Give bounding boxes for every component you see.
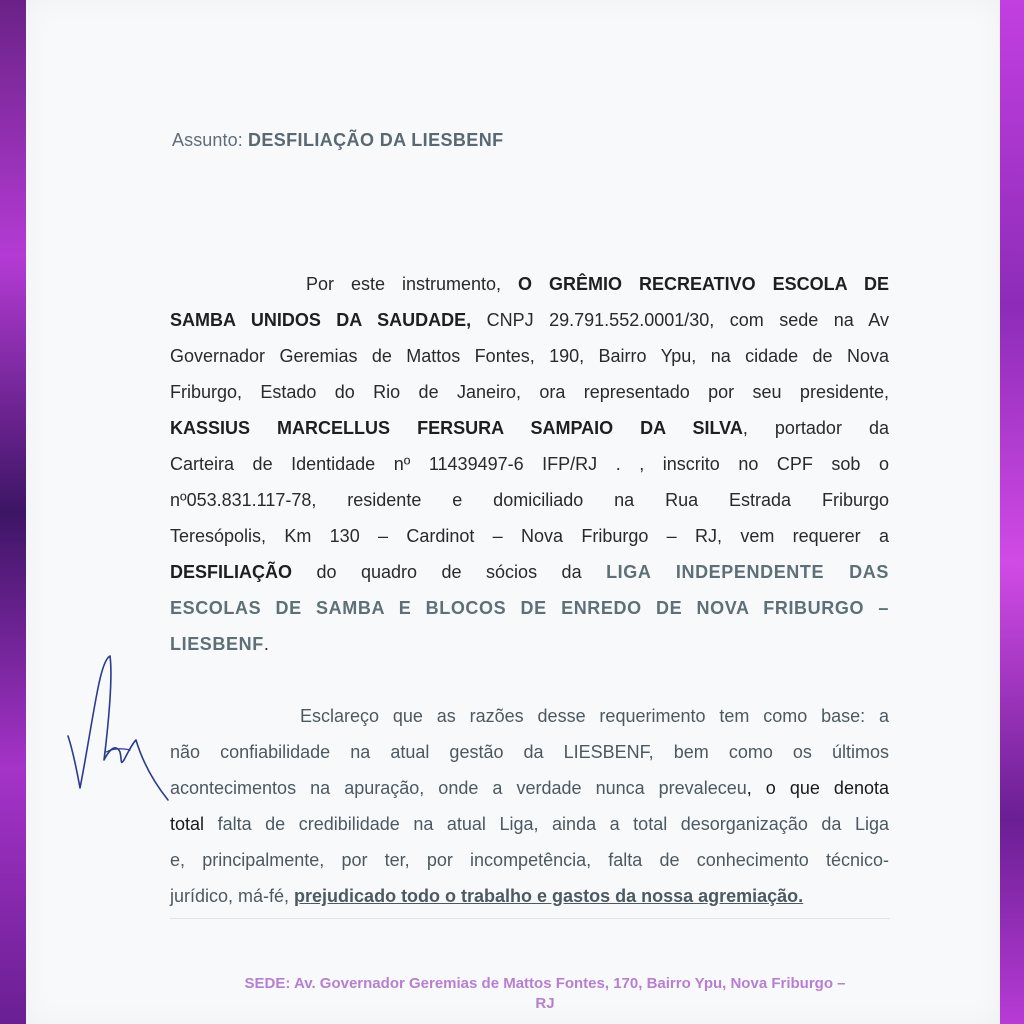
text-run: acontecimentos na apuração, onde a verdade nunca prevaleceu — [170, 778, 747, 798]
text-run: Por este instrumento, — [306, 274, 519, 294]
paragraph-line: ESCOLAS DE SAMBA E BLOCOS DE ENREDO DE NOVA FRIBURGO – — [170, 598, 889, 618]
president-name: KASSIUS MARCELLUS FERSURA SAMPAIO DA SILVA — [170, 418, 743, 438]
paragraph-line: Carteira de Identidade nº 11439497-6 IFP/RJ . , inscrito no CPF sob o — [170, 454, 889, 474]
paragraph-line — [170, 770, 889, 806]
paragraph-line — [170, 878, 889, 914]
text-run-dark: , o que denota — [746, 778, 889, 798]
footer-line: SEDE: Av. Governador Geremias de Mattos Fontes, 170, Bairro Ypu, Nova Friburgo – — [244, 975, 846, 992]
text-run: , portador da — [742, 418, 889, 438]
paragraph-line: Friburgo, Estado do Rio de Janeiro, ora representado por seu presidente, — [170, 382, 889, 402]
paragraph-line: Esclareço que as razões desse requerimento tem como base: a — [300, 706, 889, 726]
league-acronym: LIESBENF — [170, 634, 264, 654]
paragraph-line — [170, 410, 889, 446]
text-run: do quadro de sócios da — [292, 562, 607, 582]
text-run: jurídico, má-fé, — [170, 886, 295, 906]
paragraph-line — [170, 554, 889, 590]
paragraph-line: nº053.831.117-78, residente e domiciliado na Rua Estrada Friburgo — [170, 490, 889, 510]
right-background-edge — [1000, 0, 1024, 1024]
paragraph-line: Governador Geremias de Mattos Fontes, 190, Bairro Ypu, na cidade de Nova — [170, 346, 889, 366]
paragraph-line: não confiabilidade na atual gestão da LIESBENF, bem como os últimos — [170, 742, 889, 762]
paragraph-request — [170, 266, 889, 662]
footer-address — [170, 974, 920, 1014]
league-name: LIGA INDEPENDENTE DAS — [606, 562, 889, 582]
organization-name: O GRÊMIO RECREATIVO ESCOLA DE — [518, 274, 889, 294]
footer-divider — [170, 918, 890, 919]
paragraph-line: e, principalmente, por ter, por incompetência, falta de conhecimento técnico- — [170, 850, 889, 870]
left-background-edge — [0, 0, 26, 1024]
paragraph-reasons — [170, 698, 889, 914]
text-run-dark: total — [170, 814, 205, 834]
text-run: . — [263, 634, 269, 654]
footer-line: RJ — [535, 995, 555, 1012]
paragraph-line — [170, 806, 889, 842]
organization-name-cont: SAMBA UNIDOS DA SAUDADE, — [170, 310, 472, 330]
paragraph-line — [170, 302, 889, 338]
subject-line — [172, 130, 504, 151]
subject-label: Assunto: — [172, 130, 248, 150]
subject-value: DESFILIAÇÃO DA LIESBENF — [247, 130, 504, 150]
text-run: falta de credibilidade na atual Liga, ainda a total desorganização da Liga — [204, 814, 889, 834]
underlined-statement: prejudicado todo o trabalho e gastos da nossa agremiação. — [294, 886, 804, 906]
handwritten-signature-icon — [40, 648, 190, 808]
text-run: CNPJ 29.791.552.0001/30, com sede na Av — [471, 310, 889, 330]
paragraph-line — [170, 266, 889, 302]
disaffiliation-term: DESFILIAÇÃO — [170, 562, 293, 582]
paragraph-line: Teresópolis, Km 130 – Cardinot – Nova Friburgo – RJ, vem requerer a — [170, 526, 889, 546]
paragraph-line — [170, 626, 889, 662]
